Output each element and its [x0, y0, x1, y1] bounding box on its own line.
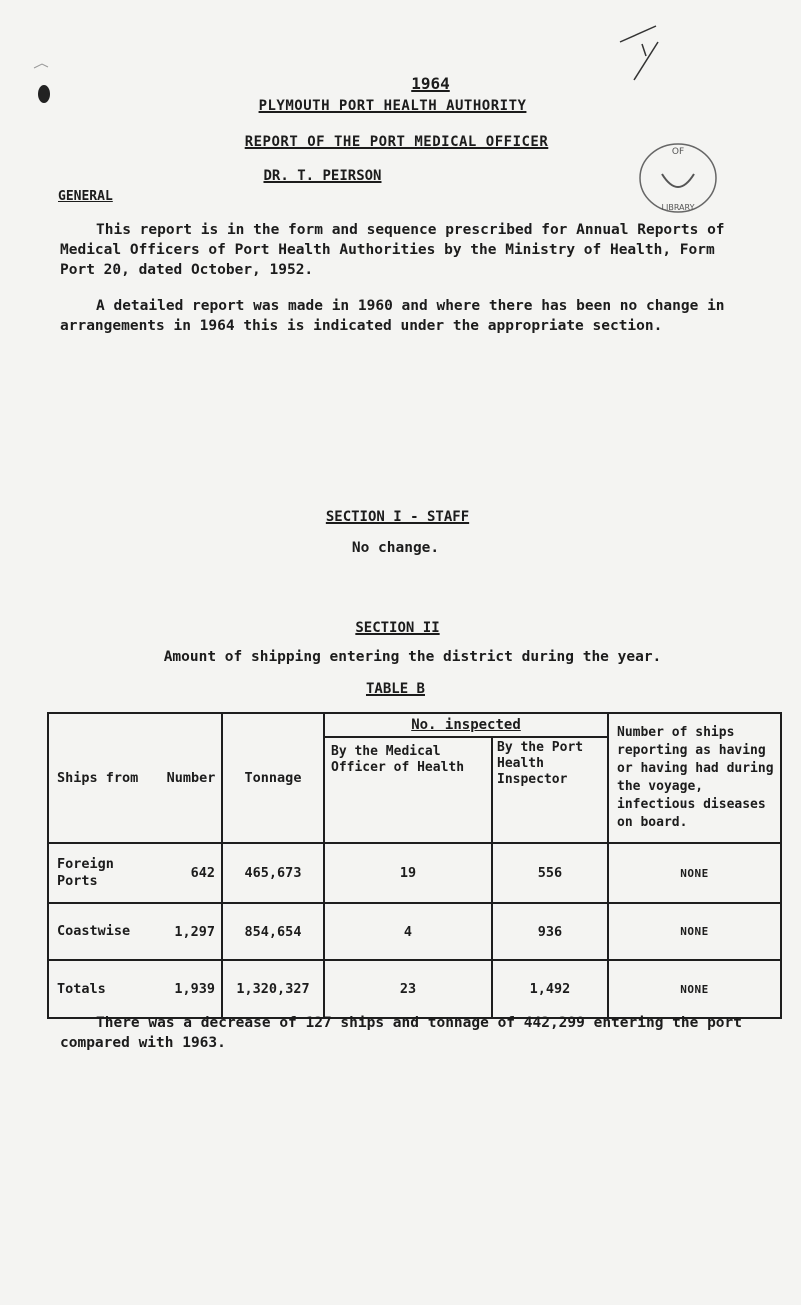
section-2-text: Amount of shipping entering the district during the year. [163, 649, 662, 665]
library-stamp-icon [636, 140, 720, 216]
header-inspected: No. inspected [324, 713, 608, 737]
header-by-medical-officer: By the Medical Officer of Health [324, 737, 492, 843]
section-2-heading: SECTION II [355, 620, 440, 636]
header-tonnage: Tonnage [222, 713, 324, 843]
cell-ships-from: Coastwise 1,297 [48, 903, 222, 960]
cell-by-mo: 23 [324, 960, 492, 1018]
svg-text:LIBRARY: LIBRARY [661, 203, 695, 212]
cell-infectious: NONE [608, 843, 781, 903]
header-ships-from: Ships from [57, 770, 139, 786]
header-infectious: Number of ships reporting as having or having had during the voyage, infectious diseases on board. [608, 713, 781, 843]
header-by-port-health-inspector: By the Port Health Inspector [492, 737, 608, 843]
table-row [48, 960, 781, 1018]
cell-tonnage: 854,654 [222, 903, 324, 960]
authority-title: PLYMOUTH PORT HEALTH AUTHORITY [258, 98, 527, 114]
section-1-text: No change. [351, 540, 440, 556]
section-1-heading: SECTION I - STAFF [325, 509, 470, 525]
report-title: REPORT OF THE PORT MEDICAL OFFICER [244, 134, 549, 150]
officer-name: DR. T. PEIRSON [263, 168, 382, 184]
table-row [48, 843, 781, 903]
cell-by-phi: 936 [492, 903, 608, 960]
cell-infectious: NONE [608, 960, 781, 1018]
svg-text:OF: OF [671, 147, 685, 157]
cell-by-phi: 1,492 [492, 960, 608, 1018]
cell-by-mo: 19 [324, 843, 492, 903]
cell-tonnage: 465,673 [222, 843, 324, 903]
general-heading: GENERAL [58, 189, 113, 204]
cell-tonnage: 1,320,327 [222, 960, 324, 1018]
cell-infectious: NONE [608, 903, 781, 960]
header-ships-number [48, 713, 222, 843]
cell-ships-from: Totals 1,939 [48, 960, 222, 1018]
table-row [48, 903, 781, 960]
cell-by-phi: 556 [492, 843, 608, 903]
report-year: 1964 [411, 74, 450, 93]
intro-paragraph: This report is in the form and sequence prescribed for Annual Reports of Medical Officers of Port Health Authorities by the Ministry of Health, Form Port 20, dated October, 1952. [60, 222, 725, 278]
detail-paragraph: A detailed report was made in 1960 and where there has been no change in arrangements in 1964 this is indicated under the appropriate section. [60, 298, 725, 334]
closing-paragraph: There was a decrease of 127 ships and tonnage of 442,299 entering the port compared with 1963. [60, 1015, 743, 1051]
header-number: Number [166, 770, 216, 786]
cell-by-mo: 4 [324, 903, 492, 960]
shipping-table [47, 712, 782, 1019]
table-title: TABLE B [365, 681, 425, 697]
cell-ships-from: Foreign Ports 642 [48, 843, 222, 903]
